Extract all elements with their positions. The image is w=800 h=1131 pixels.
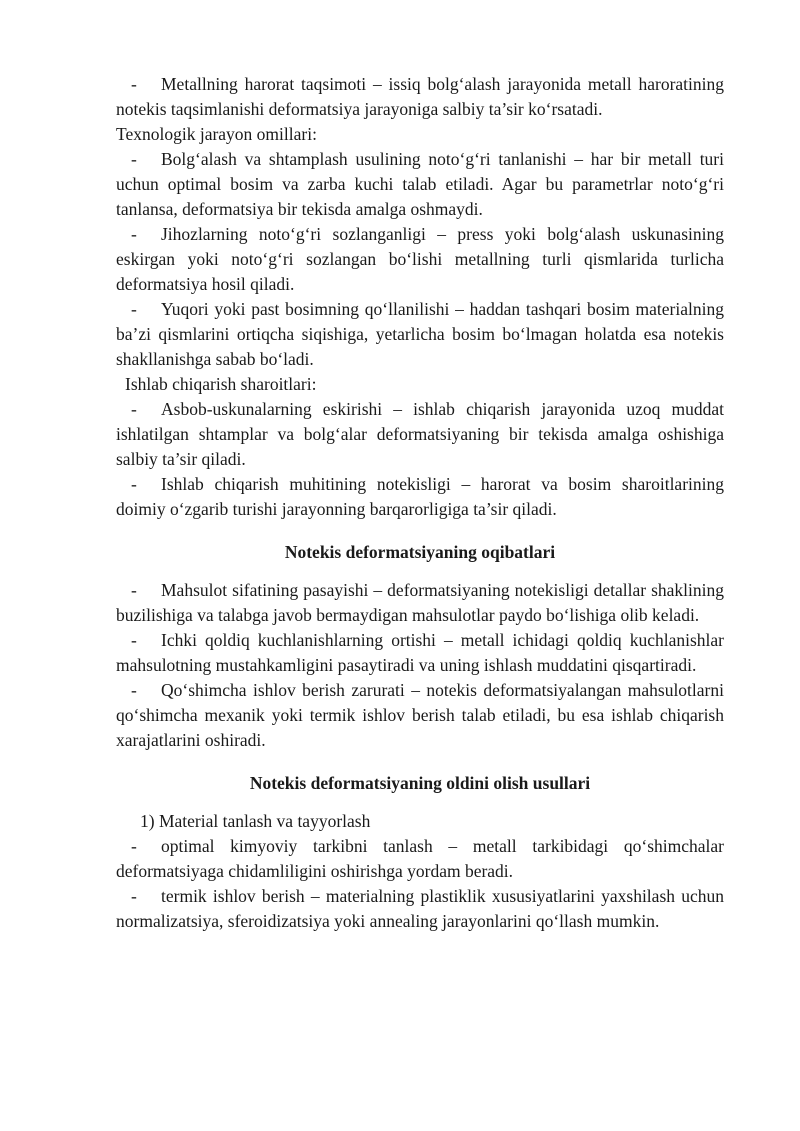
dash-marker: - xyxy=(131,836,137,856)
paragraph-residual-stress xyxy=(116,628,724,678)
paragraph-text: Bolg‘alash va shtamplash usulining noto‘g‘ri tanlanishi – har bir metall turi uchun optimal bosim va zarba kuchi talab etiladi. Agar bu parametrlar noto‘g‘ri tanlansa, deformatsiya bir tekisda amalga oshmaydi. xyxy=(116,149,724,219)
paragraph-environment xyxy=(116,472,724,522)
dash-marker: - xyxy=(131,74,137,94)
paragraph-pressure xyxy=(116,297,724,372)
dash-marker: - xyxy=(131,886,137,906)
dash-marker: - xyxy=(131,580,137,600)
paragraph-extra-processing xyxy=(116,678,724,753)
paragraph-text: Qo‘shimcha ishlov berish zarurati – notekis deformatsiyalangan mahsulotlarni qo‘shimcha mexanik yoki termik ishlov berish talab etiladi, bu esa ishlab chiqarish xarajatlarini oshiradi. xyxy=(116,680,724,750)
paragraph-text: optimal kimyoviy tarkibni tanlash – metall tarkibidagi qo‘shimchalar deformatsiyaga chidamliligini oshirishga yordam beradi. xyxy=(116,836,724,881)
paragraph-text: Ichki qoldiq kuchlanishlarning ortishi – metall ichidagi qoldiq kuchlanishlar mahsulotning mustahkamligini pasaytiradi va uning ishlash muddatini qisqartiradi. xyxy=(116,630,724,675)
heading-consequences: Notekis deformatsiyaning oqibatlari xyxy=(284,542,556,562)
paragraph-text: Yuqori yoki past bosimning qo‘llanilishi – haddan tashqari bosim materialning ba’zi qismlarini ortiqcha siqishiga, yetarlicha bosim bo‘lmagan holatda esa notekis shakllanishga sabab bo‘ladi. xyxy=(116,299,724,369)
paragraph-text: Mahsulot sifatining pasayishi – deformatsiyaning notekisligi detallar shaklining buzilishiga va talabga javob bermaydigan mahsulotlar paydo bo‘lishiga olib keladi. xyxy=(116,580,724,625)
list-item-material-selection: 1) Material tanlash va tayyorlash xyxy=(140,811,371,831)
paragraph-forging-method xyxy=(116,147,724,222)
paragraph-tool-wear xyxy=(116,397,724,472)
paragraph-temperature-distribution xyxy=(116,72,724,122)
dash-marker: - xyxy=(131,299,137,319)
dash-marker: - xyxy=(131,224,137,244)
dash-marker: - xyxy=(131,630,137,650)
paragraph-text: Jihozlarning noto‘g‘ri sozlanganligi – press yoki bolg‘alash uskunasining eskirgan yoki noto‘g‘ri sozlangan bo‘lishi metallning turli qismlarida turlicha deformatsiya hosil qiladi. xyxy=(116,224,724,294)
document-page xyxy=(116,72,724,934)
subtitle-tech-factors: Texnologik jarayon omillari: xyxy=(116,124,317,144)
subtitle-production-conditions: Ishlab chiqarish sharoitlari: xyxy=(125,374,317,394)
paragraph-quality-decrease xyxy=(116,578,724,628)
paragraph-heat-treatment xyxy=(116,884,724,934)
paragraph-equipment-setup xyxy=(116,222,724,297)
paragraph-chemical-composition xyxy=(116,834,724,884)
dash-marker: - xyxy=(131,680,137,700)
heading-prevention: Notekis deformatsiyaning oldini olish usullari xyxy=(249,773,591,793)
paragraph-text: Ishlab chiqarish muhitining notekisligi – harorat va bosim sharoitlarining doimiy o‘zgarib turishi jarayonning barqarorligiga ta’sir qiladi. xyxy=(116,474,724,519)
paragraph-text: termik ishlov berish – materialning plastiklik xususiyatlarini yaxshilash uchun normalizatsiya, sferoidizatsiya yoki annealing jarayonlarini qo‘llash mumkin. xyxy=(116,886,724,931)
paragraph-text: Asbob-uskunalarning eskirishi – ishlab chiqarish jarayonida uzoq muddat ishlatilgan shtamplar va bolg‘alar deformatsiyaning bir tekisda amalga oshishiga salbiy ta’sir qiladi. xyxy=(116,399,724,469)
dash-marker: - xyxy=(131,399,137,419)
paragraph-text: Metallning harorat taqsimoti – issiq bolg‘alash jarayonida metall haroratining notekis taqsimlanishi deformatsiya jarayoniga salbiy ta’sir ko‘rsatadi. xyxy=(116,74,724,119)
dash-marker: - xyxy=(131,149,137,169)
dash-marker: - xyxy=(131,474,137,494)
